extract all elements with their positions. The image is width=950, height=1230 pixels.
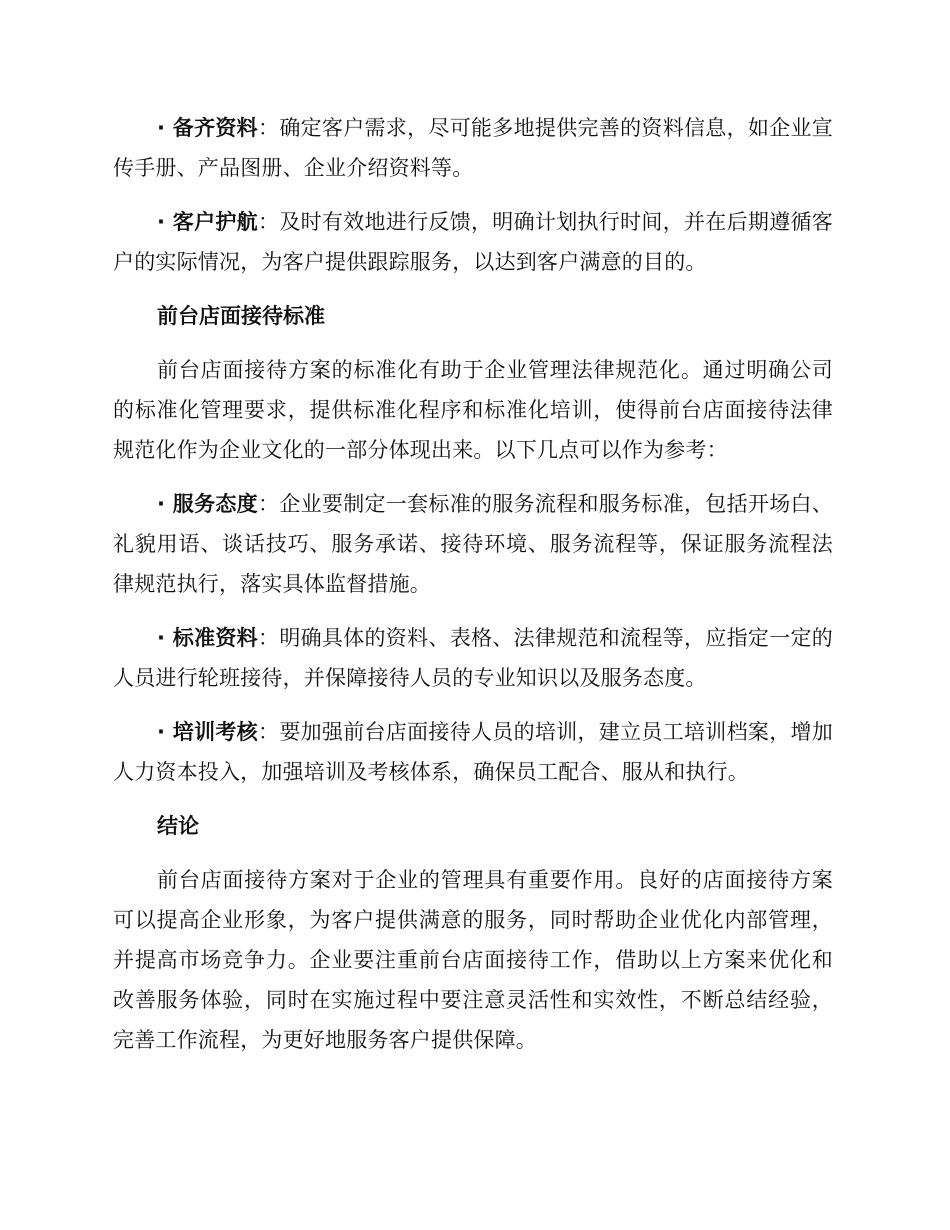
bullet-text: 确定客户需求，尽可能多地提供完善的资料信息，如企业宣传手册、产品图册、企业介绍资料等。 [113,116,834,180]
bullet-term: · 服务态度 [157,492,258,516]
section-heading: 前台店面接待标准 [157,304,325,328]
bullet-separator: ： [258,626,280,650]
bullet-paragraph [113,202,833,282]
bullet-separator: ： [258,720,280,744]
bullet-text: 明确具体的资料、表格、法律规范和流程等，应指定一定的人员进行轮班接待，并保障接待人员的专业知识以及服务态度。 [113,626,834,690]
bullet-text: 及时有效地进行反馈，明确计划执行时间，并在后期遵循客户的实际情况，为客户提供跟踪服务，以达到客户满意的目的。 [113,210,834,274]
bullet-separator: ： [258,116,280,140]
bullet-term: · 客户护航 [157,210,258,234]
document-body [113,108,833,1074]
body-paragraph: 前台店面接待方案对于企业的管理具有重要作用。良好的店面接待方案可以提高企业形象，为客户提供满意的服务，同时帮助企业优化内部管理，并提高市场竞争力。企业要注重前台店面接待工作，借助以上方案来优化和改善服务体验，同时在实施过程中要注意灵活性和实效性，不断总结经验，完善工作流程，为更好地服务客户提供保障。 [113,868,833,1052]
bullet-paragraph [113,712,833,792]
bullet-separator: ： [258,210,280,234]
bullet-paragraph [113,108,833,188]
bullet-separator: ： [258,492,280,516]
bullet-paragraph [113,618,833,698]
bullet-text: 要加强前台店面接待人员的培训，建立员工培训档案，增加人力资本投入，加强培训及考核体系，确保员工配合、服从和执行。 [113,720,834,784]
bullet-text: 企业要制定一套标准的服务流程和服务标准，包括开场白、礼貌用语、谈话技巧、服务承诺、接待环境、服务流程等，保证服务流程法律规范执行，落实具体监督措施。 [113,492,834,596]
body-paragraph: 前台店面接待方案的标准化有助于企业管理法律规范化。通过明确公司的标准化管理要求，提供标准化程序和标准化培训，使得前台店面接待法律规范化作为企业文化的一部分体现出来。以下几点可以作为参考： [113,358,833,462]
bullet-paragraph [113,484,833,604]
bullet-term: · 培训考核 [157,720,258,744]
bullet-term: · 备齐资料 [157,116,258,140]
bullet-term: · 标准资料 [157,626,258,650]
section-heading: 结论 [157,814,199,838]
